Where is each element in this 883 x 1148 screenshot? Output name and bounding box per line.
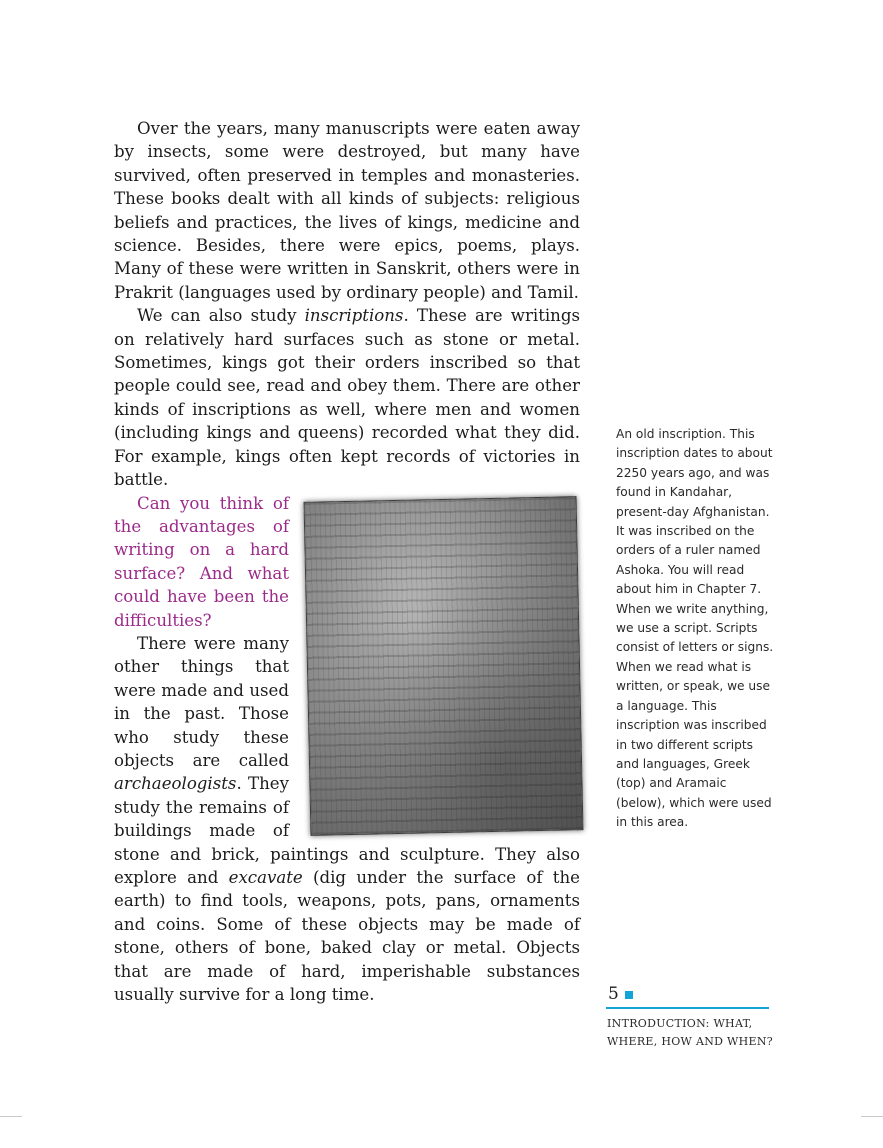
inscriptions-text-rest: . These are writings on relatively hard surfaces such as stone or metal. Sometimes, kings got their orders inscribed so that people could see, read and obey them. There are other kinds of inscriptions as well, where men and women (including kings and queens) recorded what they did. For example, kings often kept records of victories in battle. — [114, 306, 580, 490]
page-number-marker — [625, 991, 633, 999]
term-excavate: excavate — [228, 868, 303, 887]
question-prompt: Can you think of the advantages of writing on a hard surface? And what could have been the difficulties? — [114, 493, 289, 630]
crop-mark-left — [0, 1116, 22, 1117]
inscription-stone-photo — [304, 496, 584, 836]
archaeology-text-middle: . They study the remains of buildings made of stone and brick, paintings and sculpture. They also explore and — [114, 774, 580, 887]
inscriptions-text-start: We can also study — [137, 306, 305, 326]
crop-mark-right — [861, 1116, 883, 1117]
main-text-column — [114, 117, 580, 1006]
term-archaeologists: archaeologists — [114, 774, 237, 794]
term-inscriptions: inscriptions — [304, 306, 404, 326]
archaeology-text-end: (dig under the surface of the earth) to find tools, weapons, pots, pans, ornaments and coins. Some of these objects may be made of stone, others of bone, baked clay or metal. Objects that are made of hard, imperishable substances usually survive for a long time. — [114, 868, 580, 1005]
archaeology-text-start: There were many other things that were made and used in the past. Those who study these objects are called — [114, 633, 289, 770]
page-number: 5 — [608, 984, 619, 1004]
inscription-image — [303, 499, 580, 833]
paragraph-inscriptions — [114, 304, 580, 491]
chapter-title: INTRODUCTION: WHAT, WHERE, HOW AND WHEN? — [607, 1017, 773, 1048]
image-caption: An old inscription. This inscription dates to about 2250 years ago, and was found in Kandahar, present-day Afghanistan. It was inscribed on the orders of a ruler named Ashoka. You will read about him in Chapter 7. When we write anything, we use a script. Scripts consist of letters or signs. When we read what is written, or speak, we use a language. This inscription was inscribed in two different scripts and languages, Greek (top) and Aramaic (below), which were used in this area. — [616, 427, 774, 830]
paragraph-manuscripts: Over the years, many manuscripts were eaten away by insects, some were destroyed, but many have survived, often preserved in temples and monasteries. These books dealt with all kinds of subjects: religious beliefs and practices, the lives of kings, medicine and science. Besides, there were epics, poems, plays. Many of these were written in Sanskrit, others were in Prakrit (languages used by ordinary people) and Tamil. — [114, 119, 580, 302]
footer-divider — [606, 1007, 769, 1009]
